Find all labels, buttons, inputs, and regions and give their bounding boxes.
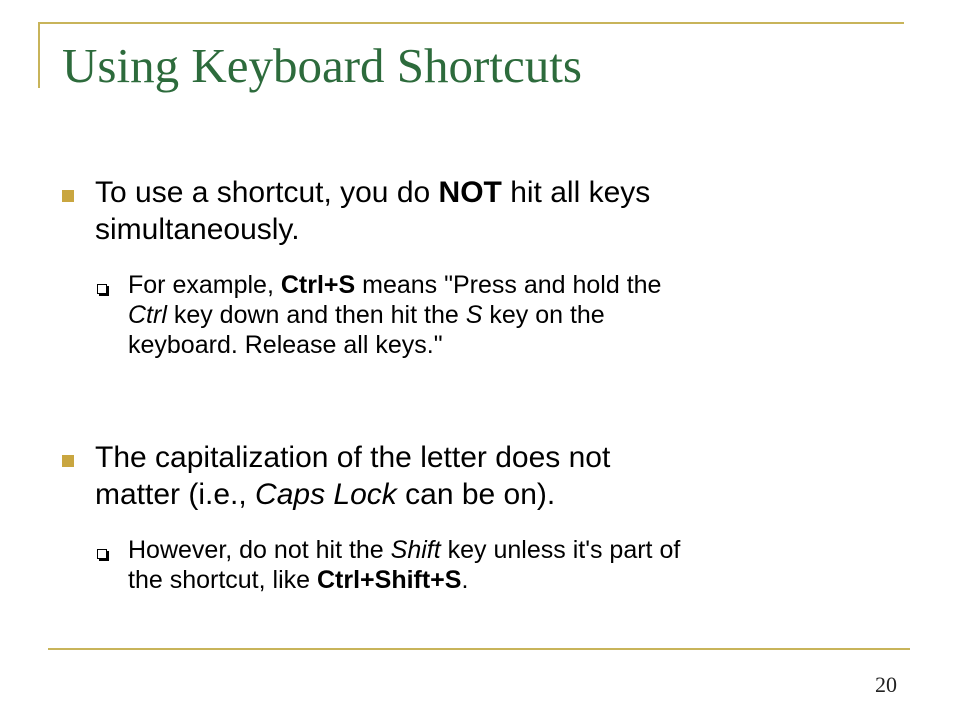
- sub-bullet-1-text: For example, Ctrl+S means "Press and hold the Ctrl key down and then hit the S key on the keyboard. Release all keys.": [128, 271, 662, 359]
- slide-title: Using Keyboard Shortcuts: [62, 38, 582, 93]
- bullet-2-text: The capitalization of the letter does not matter (i.e., Caps Lock can be on).: [95, 441, 611, 511]
- page-number: 20: [875, 672, 897, 697]
- sub-bullet-2-text: However, do not hit the Shift key unless it's part of the shortcut, like Ctrl+Shift+S.: [128, 536, 681, 594]
- bullet-1-text: To use a shortcut, you do NOT hit all keys simultaneously.: [95, 176, 651, 246]
- hollow-square-bullet-icon: [97, 284, 107, 294]
- top-rule: [38, 22, 904, 24]
- square-bullet-icon: [62, 455, 74, 467]
- left-rule: [38, 22, 40, 88]
- hollow-square-bullet-icon: [97, 549, 107, 559]
- bottom-rule: [48, 648, 910, 650]
- square-bullet-icon: [62, 190, 74, 202]
